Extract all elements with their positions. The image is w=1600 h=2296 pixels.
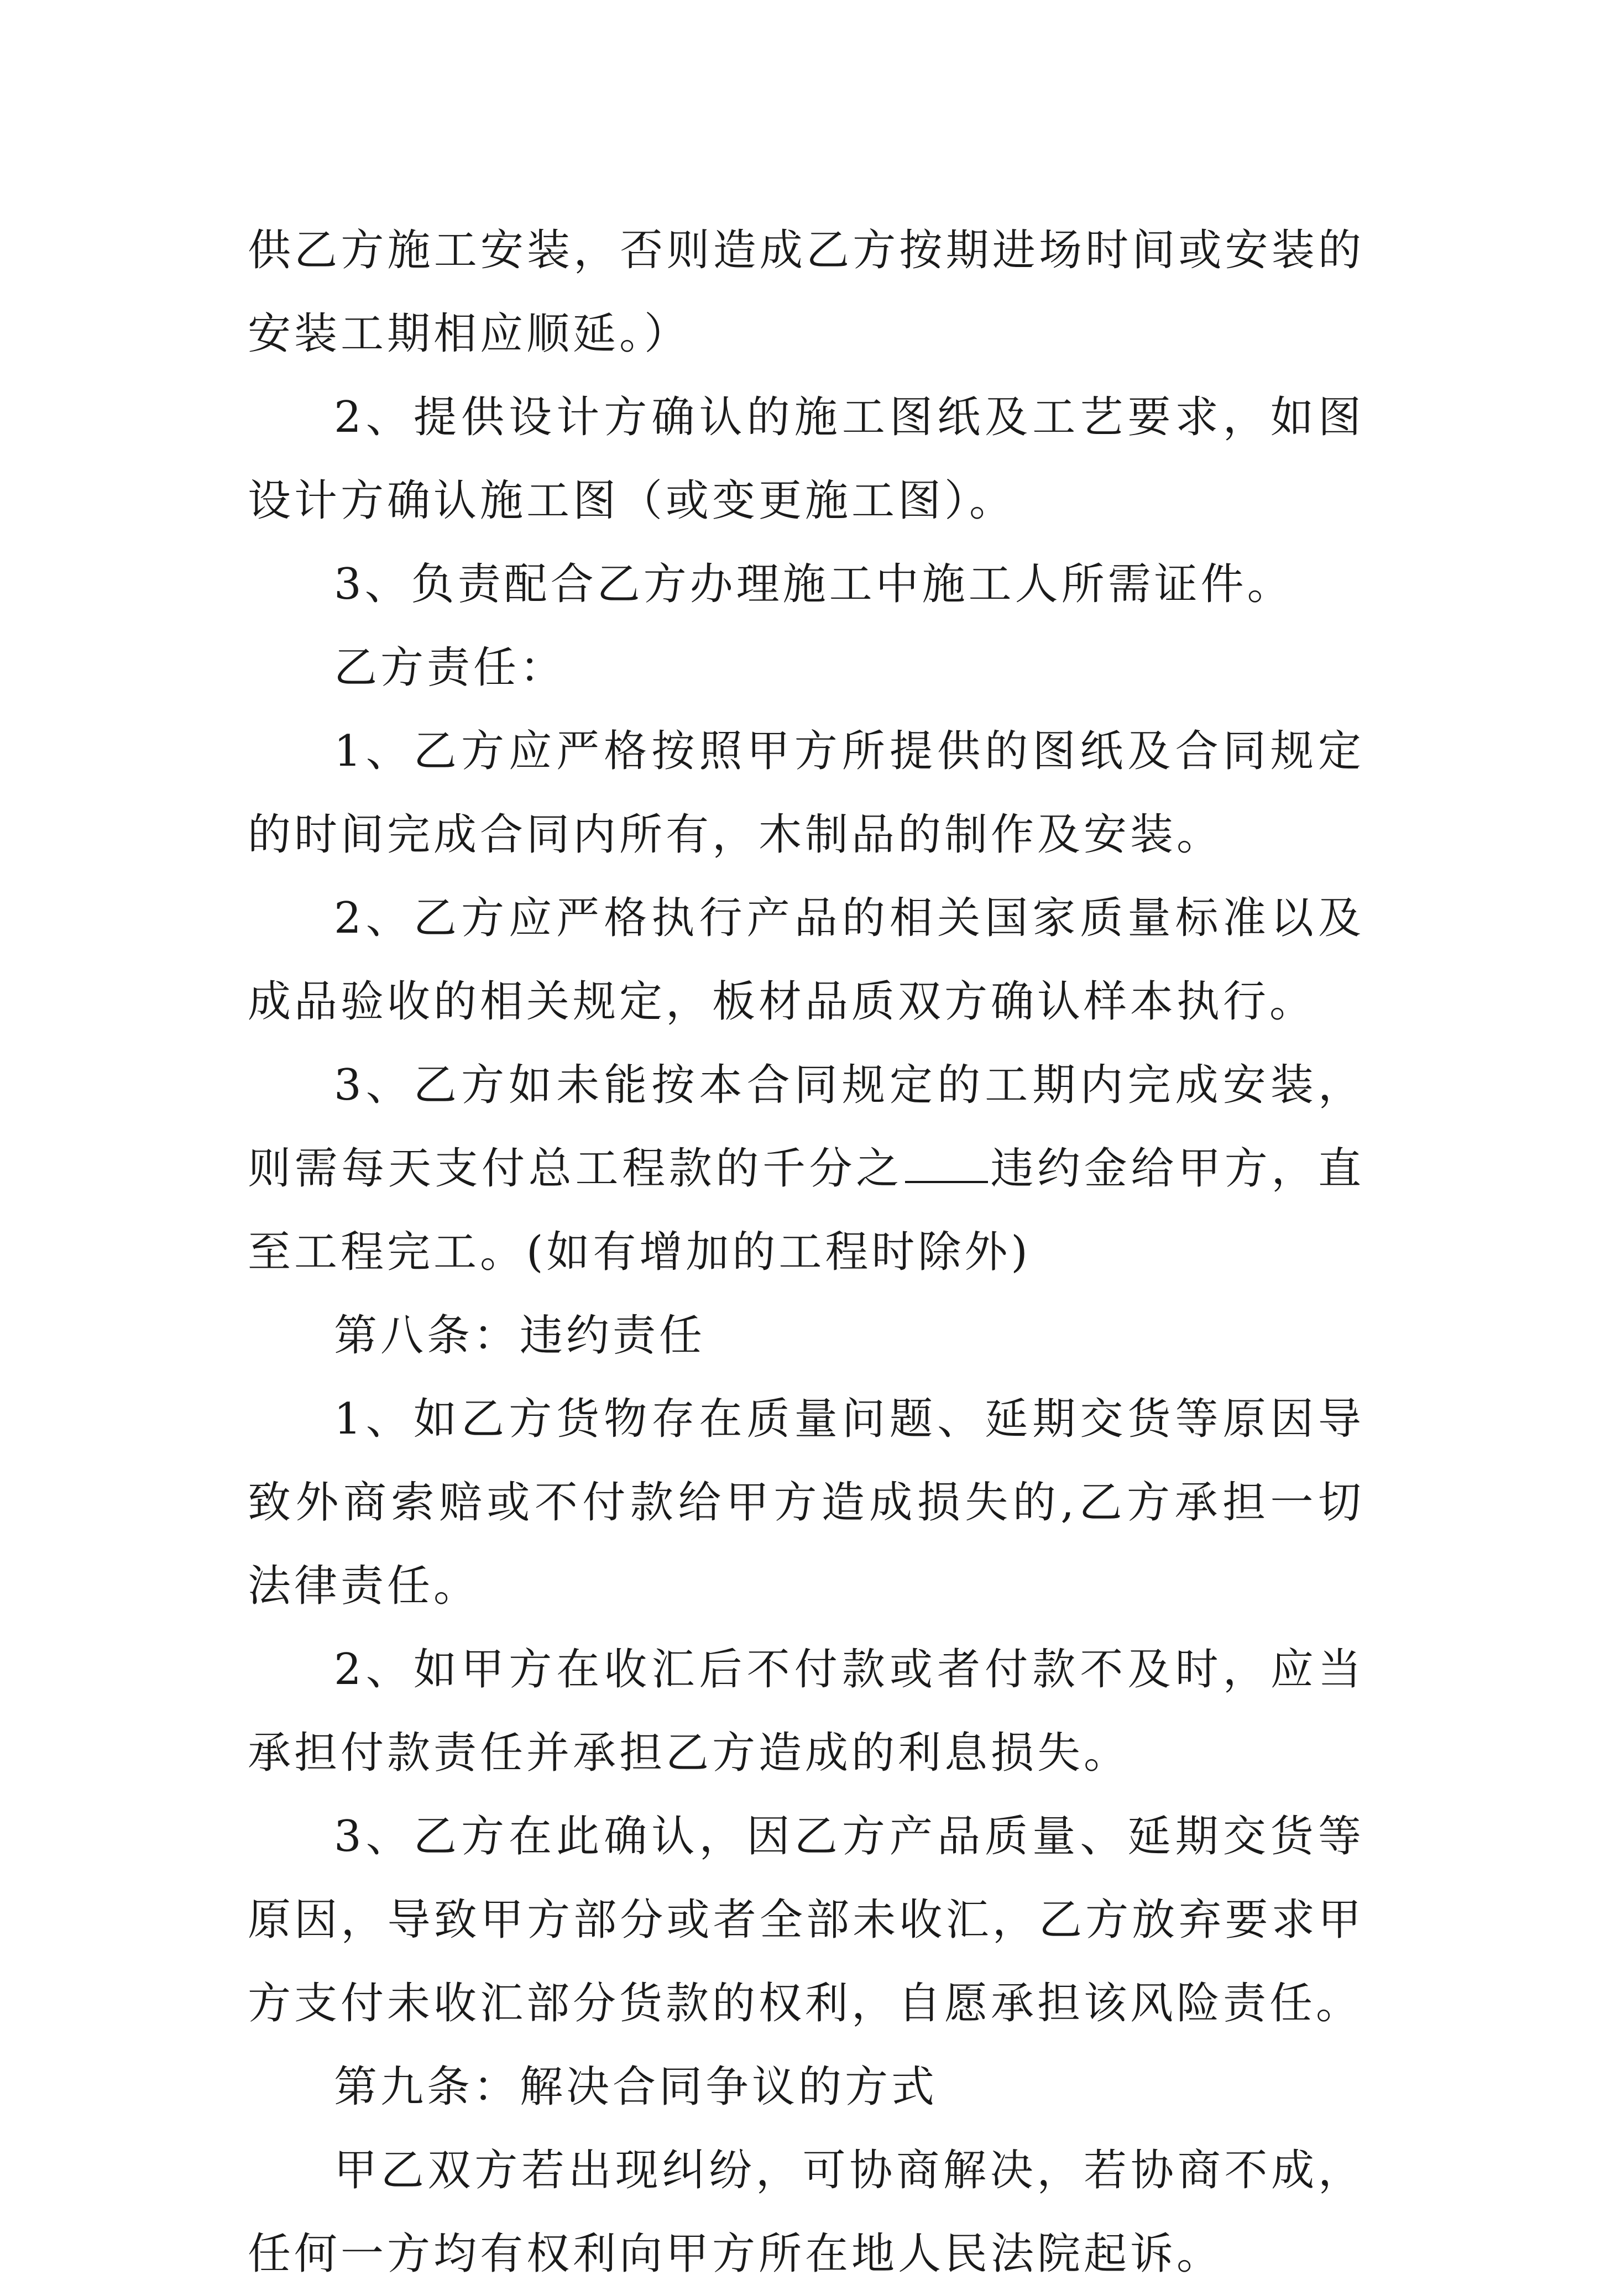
paragraph-article-8-item-3: 3、乙方在此确认，因乙方产品质量、延期交货等原因，导致甲方部分或者全部未收汇，乙方放弃要求甲方支付未收汇部分货款的权利，自愿承担该风险责任。 bbox=[248, 1812, 1364, 2028]
paragraph-party-b-item-1: 1、乙方应严格按照甲方所提供的图纸及合同规定的时间完成合同内所有，木制品的制作及安装。 bbox=[248, 726, 1364, 860]
paragraph-party-a-item-3: 3、负责配合乙方办理施工中施工人所需证件。 bbox=[334, 559, 1294, 609]
heading-party-b-responsibility: 乙方责任： bbox=[334, 643, 567, 693]
paragraph-article-9-body: 甲乙双方若出现纠纷，可协商解决，若协商不成，任何一方均有权利向甲方所在地人民法院起诉。 bbox=[248, 2146, 1364, 2279]
paragraph-party-b-item-3 bbox=[248, 1044, 1364, 1294]
paragraph-article-8-item-2: 2、如甲方在收汇后不付款或者付款不及时，应当承担付款责任并承担乙方造成的利息损失。 bbox=[248, 1645, 1364, 1778]
penalty-rate-blank bbox=[905, 1142, 988, 1183]
document-body bbox=[248, 209, 1364, 2296]
heading-article-9: 第九条：解决合同争议的方式 bbox=[334, 2062, 938, 2112]
paragraph-article-8-item-1: 1、如乙方货物存在质量问题、延期交货等原因导致外商索赔或不付款给甲方造成损失的,乙方承担一切法律责任。 bbox=[248, 1394, 1364, 1611]
paragraph-party-a-item-2: 2、提供设计方确认的施工图纸及工艺要求，如图设计方确认施工图（或变更施工图）。 bbox=[248, 393, 1364, 526]
paragraph-installation-delay: 供乙方施工安装，否则造成乙方按期进场时间或安装的安装工期相应顺延。） bbox=[248, 226, 1364, 359]
paragraph-party-b-item-2: 2、乙方应严格执行产品的相关国家质量标准以及成品验收的相关规定，板材品质双方确认样本执行。 bbox=[248, 893, 1364, 1027]
penalty-text-after: 违约金给甲方，直至工程完工。(如有增加的工程时除外) bbox=[248, 1144, 1364, 1277]
penalty-text-before: 3、乙方如未能按本合同规定的工期内完成安装，则需每天支付总工程款的千分之 bbox=[248, 1060, 1364, 1194]
heading-article-8: 第八条：违约责任 bbox=[334, 1311, 706, 1361]
